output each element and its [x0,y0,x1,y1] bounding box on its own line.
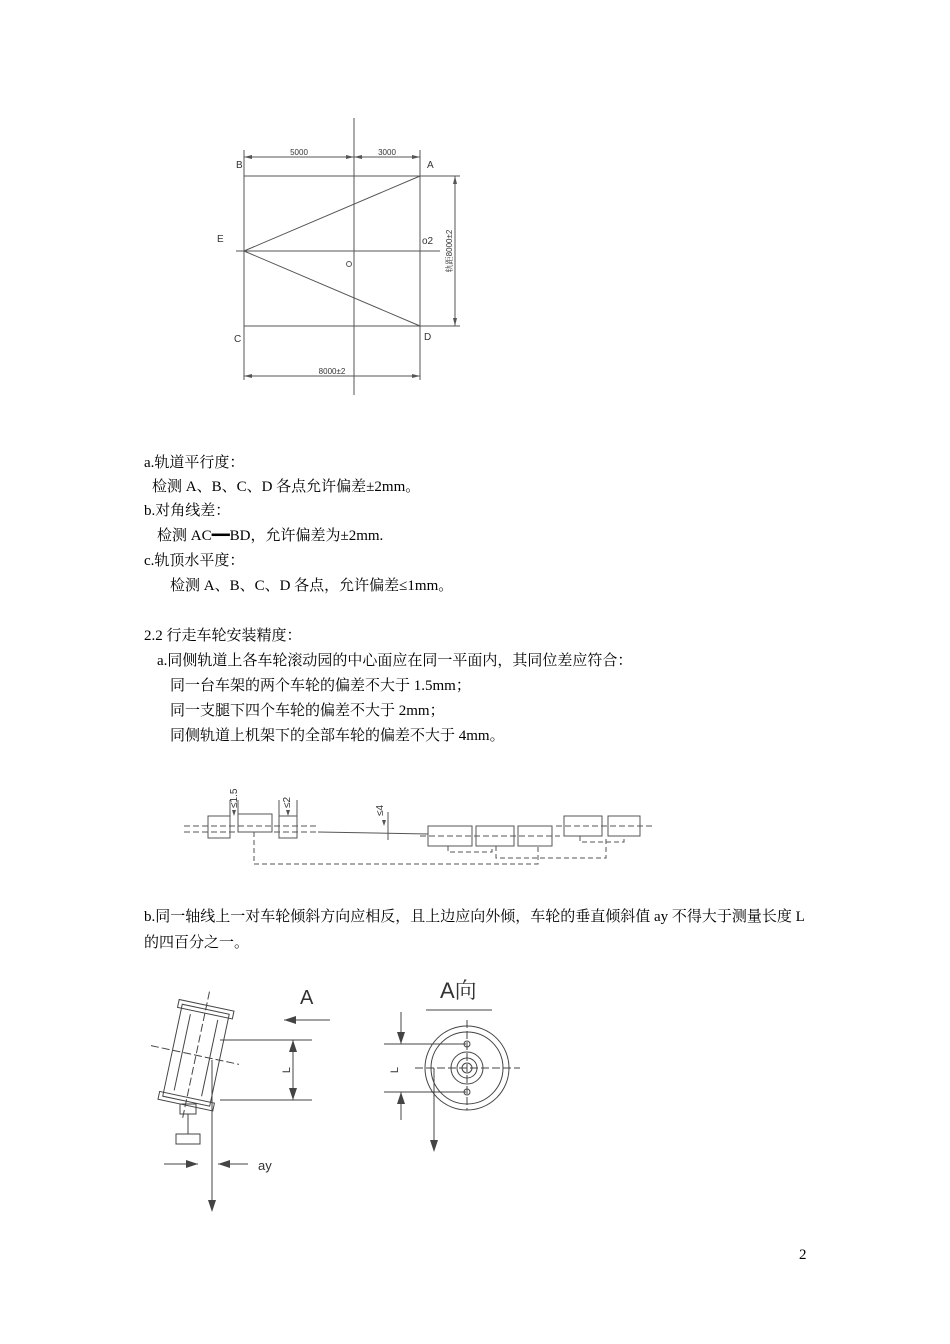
section-a-text: 检测 A、B、C、D 各点允许偏差±2mm。 [152,479,421,495]
dim-3000-label: 3000 [378,148,396,157]
ay-label: ay [258,1158,272,1173]
view-a-arrow-label: A [300,987,314,1009]
wheel-inclination-diagram [140,970,540,1215]
wheel-rule-1: 同一台车架的两个车轮的偏差不大于 1.5mm； [170,678,471,694]
point-e-label: E [217,234,224,245]
point-c-label: C [234,334,242,345]
dim-8000-label: 8000±2 [318,367,346,376]
deviation-1-5-label: ≤1.5 [229,788,240,808]
wheel-alignment-diagram [175,770,665,870]
section-a-title: a.轨道平行度： [144,455,245,471]
l-measure-right-label: L [389,1066,401,1074]
section-b-title: b.对角线差： [144,503,231,519]
wheel-rule-3: 同侧轨道上机架下的全部车轮的偏差不大于 4mm。 [170,728,505,744]
section-2-2-title: 2.2 行走车轮安装精度： [144,628,302,644]
item-b-paragraph: b.同一轴线上一对车轮倾斜方向应相反，且上边应向外倾，车轮的垂直倾斜值 ay 不得大于测量长度 L 的四百分之一。 [144,909,805,951]
o2-label: o2 [422,236,434,247]
point-b-label: B [236,160,243,171]
a-view-title: A向 [440,978,477,1003]
l-measure-left-label: L [281,1066,293,1074]
deviation-4-label: ≤4 [375,804,386,816]
wheel-rule-2: 同一支腿下四个车轮的偏差不大于 2mm； [170,703,445,719]
page-number: 2 [799,1247,807,1263]
deviation-2-label: ≤2 [282,796,293,808]
section-2-2-item-a: a.同侧轨道上各车轮滚动园的中心面应在同一平面内，其同位差应符合： [157,653,633,669]
dim-5000-label: 5000 [290,148,308,157]
point-a-label: A [427,160,434,171]
section-b-text: 检测 AC━━BD，允许偏差为±2mm. [157,528,384,544]
point-d-label: D [424,332,432,343]
track-gauge-label: 轨距8000±2 [445,229,454,273]
section-c-title: c.轨顶水平度： [144,553,245,569]
rail-layout-diagram [200,110,480,395]
section-c-text: 检测 A、B、C、D 各点，允许偏差≤1mm。 [170,578,454,594]
